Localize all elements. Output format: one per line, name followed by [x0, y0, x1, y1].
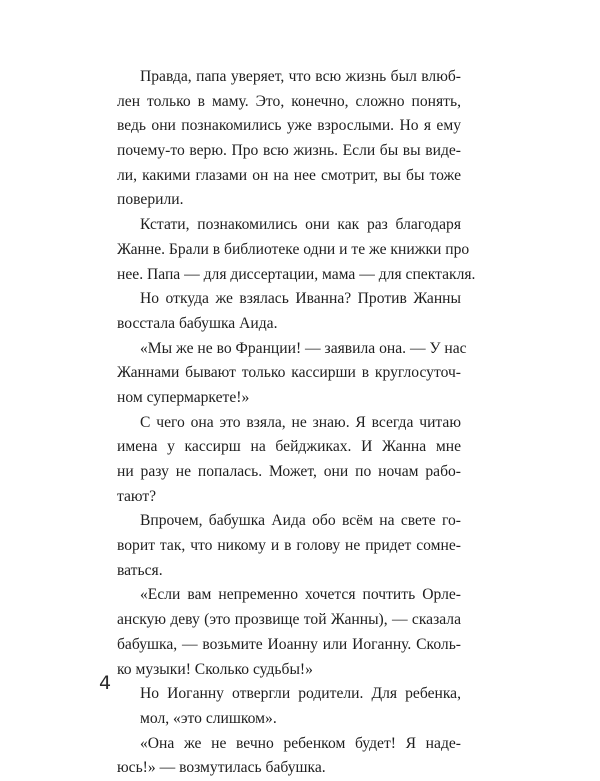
text-line: анскую деву (это прозвище той Жанны), — сказала: [117, 611, 461, 629]
text-line: Кстати, познакомились они как раз благодаря: [140, 216, 461, 234]
text-line: тают?: [117, 487, 157, 505]
text-line: Впрочем, бабушка Аида обо всём на свете го-: [140, 512, 461, 530]
text-line: Жаннами бывают только кассирши в круглосуточ-: [117, 364, 461, 382]
text-line: «Она же не вечно ребенком будет! Я наде-: [140, 734, 461, 752]
text-line: С чего она это взяла, не знаю. Я всегда читаю: [140, 413, 461, 431]
text-line: ворит так, что никому и в голову не придет сомне-: [117, 537, 461, 555]
text-line: «Если вам непременно хочется почтить Орле-: [140, 586, 461, 604]
text-line: ко музыки! Сколько судьбы!»: [117, 660, 313, 678]
text-line: поверили.: [117, 191, 184, 209]
text-line: «Мы же не во Франции! — заявила она. — У нас: [140, 339, 467, 357]
text-line: Но откуда же взялась Иванна? Против Жанны: [140, 290, 461, 308]
text-line: ведь они познакомились уже взрослыми. Но я ему: [117, 117, 461, 135]
text-line: ваться.: [117, 561, 163, 579]
text-line: имена у кассирш на бейджиках. И Жанна мне: [117, 438, 461, 456]
text-line: ни разу не попалась. Может, они по ночам рабо-: [117, 463, 461, 480]
text-line: Правда, папа уверяет, что всю жизнь был влюб-: [140, 68, 461, 85]
text-line: мол, «это слишком».: [140, 709, 277, 727]
text-line: бабушка, — возьмите Иоанну или Иоганну. Сколь-: [117, 635, 461, 653]
page-number: 4: [99, 672, 112, 694]
text-line: юсь!» — возмутилась бабушка.: [117, 759, 326, 777]
text-line: ли, какими глазами он на нее смотрит, вы бы тоже: [117, 166, 461, 184]
text-line: ном супермаркете!»: [117, 388, 250, 406]
text-line: лен только в маму. Это, конечно, сложно понять,: [117, 92, 461, 110]
body-text: [117, 65, 476, 781]
text-line: Но Иоганну отвергли родители. Для ребенка,: [140, 685, 461, 703]
text-line: почему-то верю. Про всю жизнь. Если бы вы виде-: [117, 142, 461, 160]
text-line: Жанне. Брали в библиотеке одни и те же книжки про: [117, 240, 470, 258]
text-line: восстала бабушка Аида.: [117, 314, 278, 332]
text-line: нее. Папа — для диссертации, мама — для спектакля.: [117, 265, 476, 283]
